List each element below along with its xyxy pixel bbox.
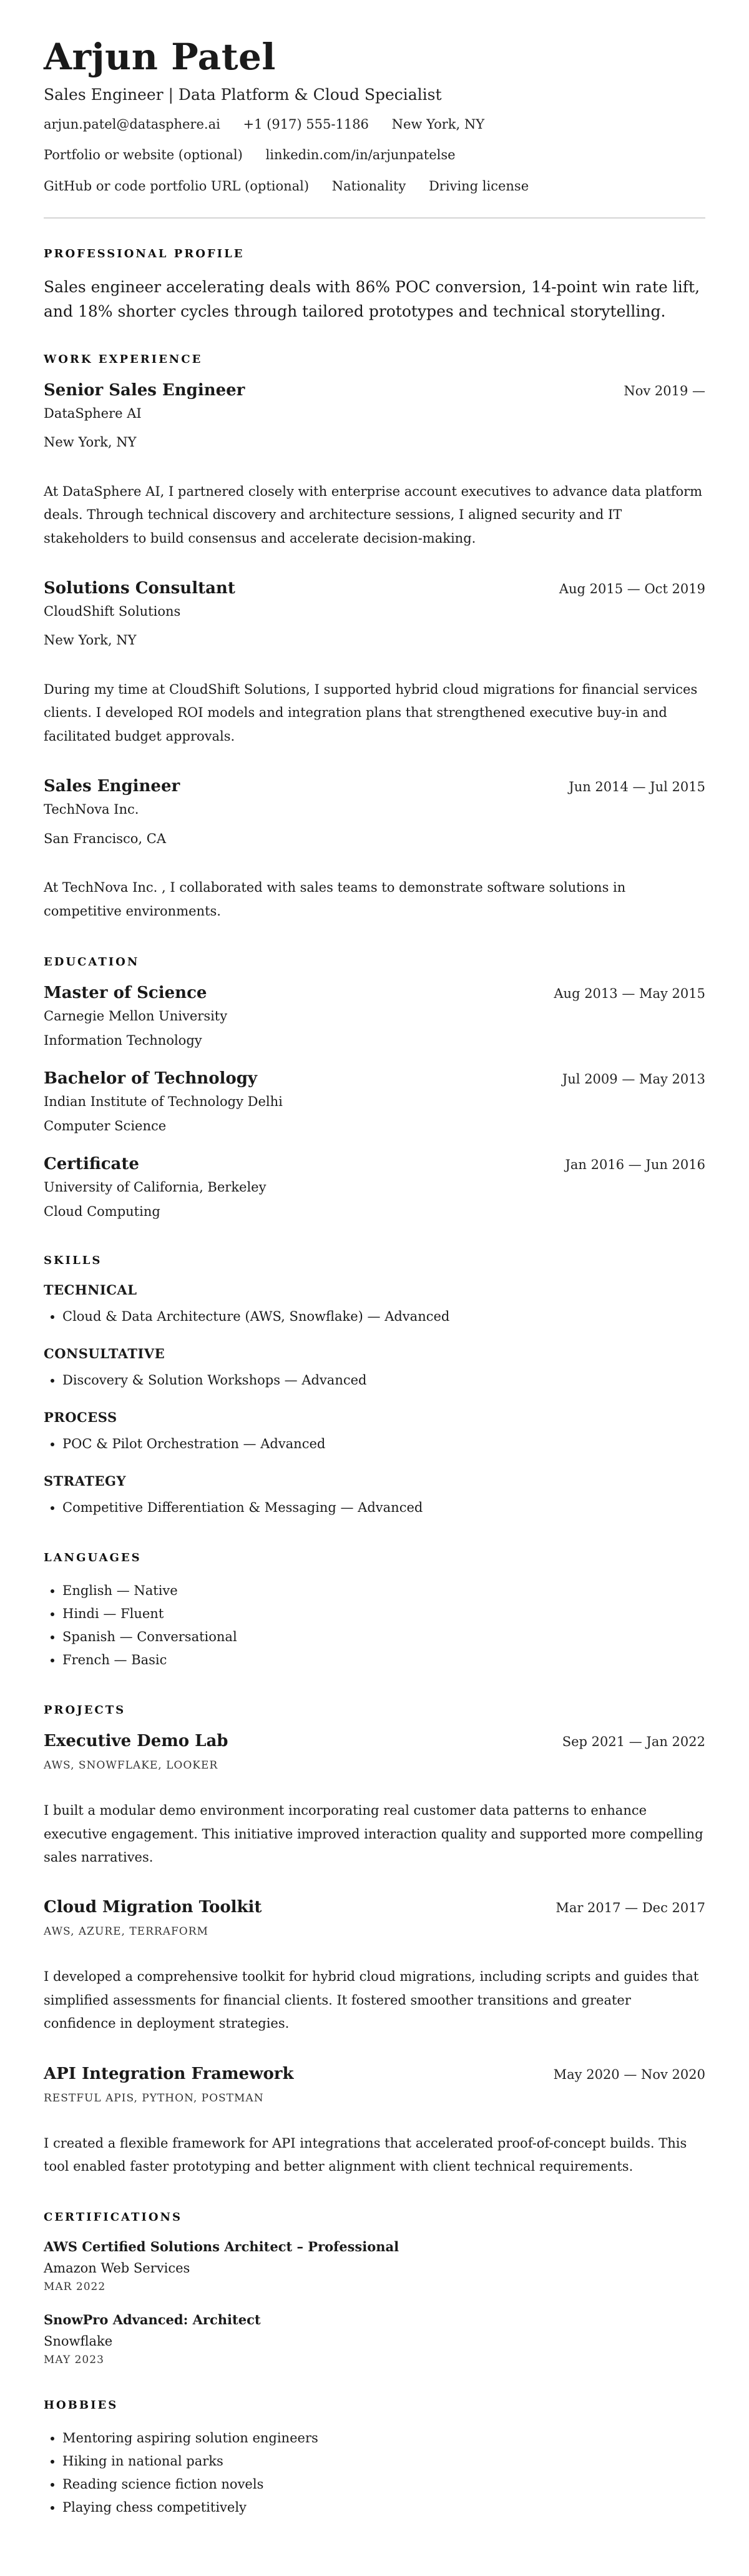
education-degree: Bachelor of Technology	[44, 1069, 258, 1088]
project-description: I created a flexible framework for API integrations that accelerated proof-of-concept builds. This tool enabled faster prototyping and better alignment with client technical requirements.	[44, 2135, 687, 2174]
project-description: I built a modular demo environment incorporating real customer data patterns to enhance executive engagement. This initiative improved interaction quality and supported more compelling sales narratives.	[44, 1803, 703, 1865]
experience-dates: Aug 2015 — Oct 2019	[559, 581, 705, 596]
experience-location: San Francisco, CA	[44, 831, 167, 846]
experience-company: TechNova Inc.	[44, 802, 139, 817]
experience-role: Solutions Consultant	[44, 578, 235, 598]
experience-location: New York, NY	[44, 633, 137, 648]
experience-section-title: WORK EXPERIENCE	[44, 352, 203, 366]
skill-category-consultative: CONSULTATIVE	[44, 1346, 165, 1361]
education-degree: Master of Science	[44, 983, 207, 1002]
education-section	[44, 955, 705, 1221]
certification-issuer: Amazon Web Services	[44, 2261, 190, 2276]
project-entry	[44, 1898, 705, 2035]
skills-section	[44, 1254, 705, 1519]
project-tech: AWS, AZURE, TERRAFORM	[44, 1925, 208, 1938]
contact-portfolio[interactable]: Portfolio or website (optional)	[44, 147, 243, 163]
education-entry-header	[44, 1155, 705, 1173]
hobby-item: • Mentoring aspiring solution engineers	[62, 2427, 705, 2450]
contact-driving-license: Driving license	[428, 178, 529, 194]
candidate-headline: Sales Engineer | Data Platform & Cloud Specialist	[44, 85, 442, 104]
certification-issuer: Snowflake	[44, 2334, 113, 2349]
skill-list-consultative	[44, 1369, 705, 1392]
language-item: • French — Basic	[62, 1649, 705, 1672]
header-divider	[44, 217, 705, 219]
education-dates: Aug 2013 — May 2015	[554, 985, 705, 1001]
project-dates: May 2020 — Nov 2020	[553, 2066, 705, 2082]
education-school: Indian Institute of Technology Delhi	[44, 1094, 283, 1110]
languages-section-title: LANGUAGES	[44, 1551, 142, 1565]
education-section-title: EDUCATION	[44, 955, 140, 969]
project-tech: RESTFUL APIS, PYTHON, POSTMAN	[44, 2091, 264, 2105]
project-entry	[44, 1732, 705, 1869]
language-item: • Hindi — Fluent	[62, 1602, 705, 1626]
certifications-section	[44, 2211, 705, 2366]
education-entry-header	[44, 1069, 705, 1088]
experience-entry	[44, 381, 705, 550]
skill-category-strategy: STRATEGY	[44, 1473, 126, 1489]
skill-item: • Cloud & Data Architecture (AWS, Snowflake) — Advanced	[62, 1305, 705, 1328]
education-field: Computer Science	[44, 1118, 167, 1133]
contact-linkedin[interactable]: linkedin.com/in/arjunpatelse	[265, 147, 456, 163]
hobbies-section	[44, 2399, 705, 2519]
skill-item: • Discovery & Solution Workshops — Advanced	[62, 1369, 705, 1392]
experience-role: Sales Engineer	[44, 777, 180, 796]
education-field: Cloud Computing	[44, 1203, 160, 1219]
certification-name: AWS Certified Solutions Architect – Professional	[44, 2239, 399, 2255]
education-degree: Certificate	[44, 1155, 139, 1174]
contact-row-1	[44, 115, 705, 135]
project-entry-header	[44, 1732, 705, 1750]
experience-description: During my time at CloudShift Solutions, I supported hybrid cloud migrations for financial services clients. I developed ROI models and integration plans that strengthened executive buy-in and facilitated budget approvals.	[44, 682, 698, 744]
contact-row-2	[44, 146, 705, 165]
certifications-section-title: CERTIFICATIONS	[44, 2211, 182, 2224]
experience-company: DataSphere AI	[44, 405, 142, 421]
certification-name: SnowPro Advanced: Architect	[44, 2312, 261, 2328]
contact-email[interactable]: arjun.patel@datasphere.ai	[44, 116, 220, 132]
skill-category-process: PROCESS	[44, 1409, 117, 1425]
experience-location: New York, NY	[44, 435, 137, 450]
hobby-list	[44, 2427, 705, 2519]
education-entry	[44, 1155, 705, 1221]
project-entry-header	[44, 1898, 705, 1917]
hobby-item: • Reading science fiction novels	[62, 2473, 705, 2496]
project-name: API Integration Framework	[44, 2064, 294, 2083]
project-dates: Mar 2017 — Dec 2017	[556, 1900, 705, 1916]
education-field: Information Technology	[44, 1032, 202, 1048]
education-dates: Jan 2016 — Jun 2016	[565, 1157, 705, 1173]
resume-header	[44, 36, 705, 196]
education-dates: Jul 2009 — May 2013	[562, 1072, 705, 1087]
experience-entry	[44, 579, 705, 748]
certification-date: MAR 2022	[44, 2281, 106, 2294]
project-description: I developed a comprehensive toolkit for hybrid cloud migrations, including scripts and guides that simplified assessments for financial clients. It fostered smoother transitions and greater confidence in deployment strategies.	[44, 1969, 699, 2031]
experience-section	[44, 353, 705, 923]
experience-entry-header	[44, 579, 705, 598]
experience-description: At DataSphere AI, I partnered closely with enterprise account executives to advance data platform deals. Through technical discovery and architecture sessions, I aligned security and IT stakeholders to build consensus and accelerate decision-making.	[44, 483, 703, 546]
candidate-name: Arjun Patel	[44, 36, 276, 78]
languages-section	[44, 1551, 705, 1671]
contact-nationality: Nationality	[331, 178, 406, 194]
experience-dates: Nov 2019 —	[624, 383, 705, 398]
experience-entry-header	[44, 777, 705, 796]
skill-list-process	[44, 1433, 705, 1456]
project-name: Executive Demo Lab	[44, 1732, 228, 1751]
hobbies-section-title: HOBBIES	[44, 2399, 119, 2412]
project-entry	[44, 2065, 705, 2179]
project-dates: Sep 2021 — Jan 2022	[562, 1734, 705, 1750]
profile-section	[44, 247, 705, 324]
skill-item: • POC & Pilot Orchestration — Advanced	[62, 1433, 705, 1456]
hobby-item: • Playing chess competitively	[62, 2496, 705, 2519]
experience-role: Senior Sales Engineer	[44, 380, 245, 400]
education-entry-header	[44, 984, 705, 1002]
profile-section-title: PROFESSIONAL PROFILE	[44, 247, 245, 261]
contact-github[interactable]: GitHub or code portfolio URL (optional)	[44, 178, 310, 194]
experience-entry-header	[44, 381, 705, 400]
hobby-item: • Hiking in national parks	[62, 2450, 705, 2473]
education-entry	[44, 1069, 705, 1136]
skill-category-technical: TECHNICAL	[44, 1282, 137, 1298]
profile-text: Sales engineer accelerating deals with 86% POC conversion, 14-point win rate lift, and 18% shorter cycles through tailored prototypes and technical storytelling.	[44, 278, 700, 320]
experience-entry	[44, 777, 705, 923]
projects-section	[44, 1704, 705, 2178]
skill-list-technical	[44, 1305, 705, 1328]
project-tech: AWS, SNOWFLAKE, LOOKER	[44, 1759, 218, 1772]
education-entry	[44, 984, 705, 1050]
certification-entry	[44, 2239, 705, 2293]
certification-entry	[44, 2312, 705, 2366]
experience-company: CloudShift Solutions	[44, 603, 181, 619]
contact-phone[interactable]: +1 (917) 555-1186	[243, 116, 369, 132]
language-item: • Spanish — Conversational	[62, 1626, 705, 1649]
project-name: Cloud Migration Toolkit	[44, 1898, 262, 1917]
skill-list-strategy	[44, 1496, 705, 1519]
education-school: University of California, Berkeley	[44, 1180, 267, 1195]
education-school: Carnegie Mellon University	[44, 1008, 228, 1024]
language-list	[44, 1579, 705, 1671]
experience-dates: Jun 2014 — Jul 2015	[569, 779, 705, 795]
skills-section-title: SKILLS	[44, 1254, 102, 1268]
projects-section-title: PROJECTS	[44, 1704, 126, 1717]
contact-row-3	[44, 177, 705, 197]
experience-description: At TechNova Inc. , I collaborated with sales teams to demonstrate software solutions in competitive environments.	[44, 880, 626, 919]
project-entry-header	[44, 2065, 705, 2083]
skill-item: • Competitive Differentiation & Messaging — Advanced	[62, 1496, 705, 1519]
contact-location: New York, NY	[391, 116, 485, 132]
language-item: • English — Native	[62, 1579, 705, 1602]
certification-date: MAY 2023	[44, 2354, 104, 2367]
